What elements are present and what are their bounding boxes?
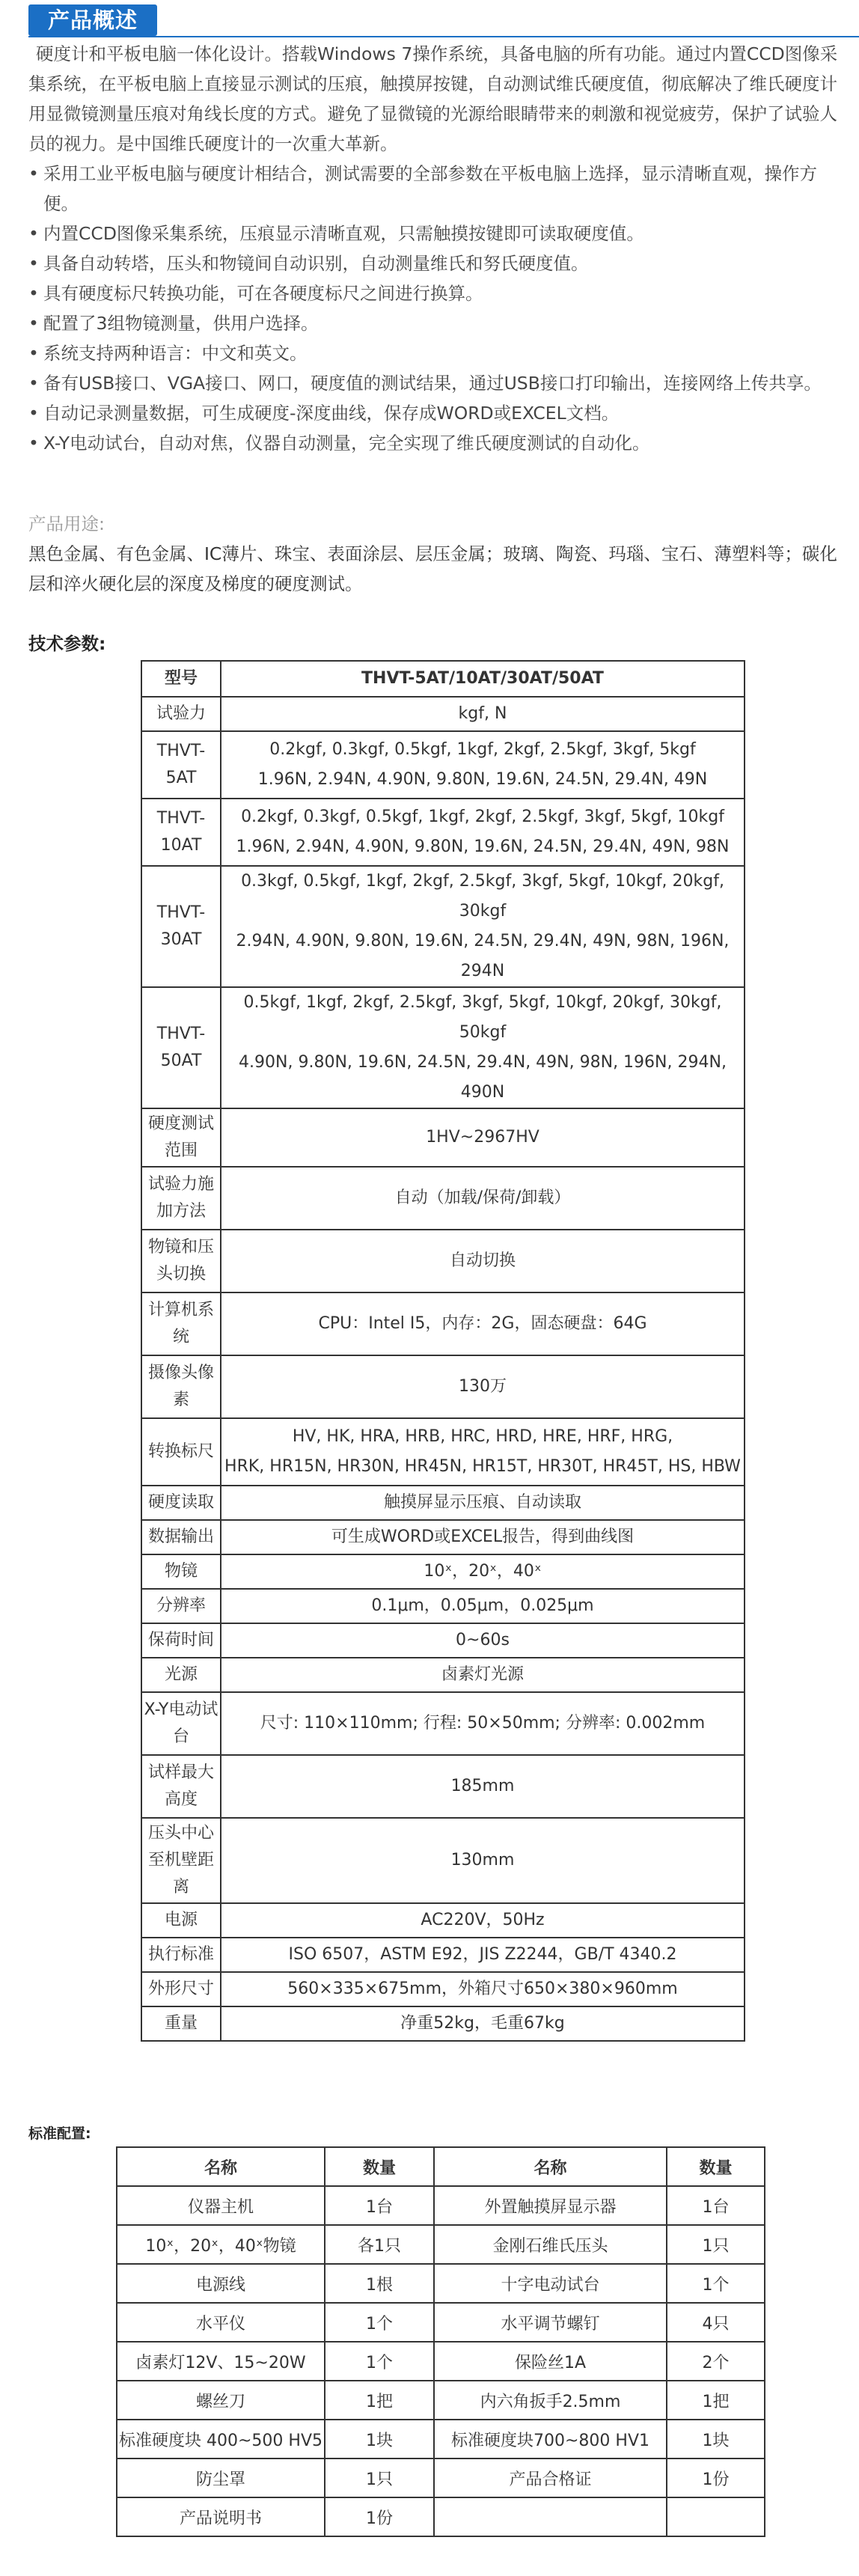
spec-value-cell: 尺寸: 110×110mm; 行程: 50×50mm; 分辨率: 0.002mm bbox=[221, 1692, 745, 1755]
spec-label-cell: 物镜 bbox=[141, 1554, 221, 1589]
spec-value-cell: 0.2kgf, 0.3kgf, 0.5kgf, 1kgf, 2kgf, 2.5kgf, 3kgf, 5kgf, 10kgf 1.96N, 2.94N, 4.90N, 9.80N, 19.6N, 24.5N, 29.4N, 49N, 98N bbox=[221, 799, 745, 866]
spec-row bbox=[141, 1818, 745, 1903]
config-qty-cell: 1个 bbox=[325, 2342, 434, 2381]
spec-row bbox=[141, 1520, 745, 1554]
config-qty-cell: 1把 bbox=[325, 2381, 434, 2420]
spec-label-cell: THVT-5AT bbox=[141, 731, 221, 799]
spec-label-cell: X-Y电动试台 bbox=[141, 1692, 221, 1755]
spec-row bbox=[141, 1418, 745, 1486]
spec-row bbox=[141, 1658, 745, 1692]
spec-label-cell: THVT-10AT bbox=[141, 799, 221, 866]
config-name-cell: 仪器主机 bbox=[117, 2186, 325, 2225]
spec-body bbox=[141, 697, 745, 2041]
spec-value-cell: 1HV~2967HV bbox=[221, 1108, 745, 1167]
spec-header-cell: THVT-5AT/10AT/30AT/50AT bbox=[221, 661, 745, 697]
feature-item: • 采用工业平板电脑与硬度计相结合，测试需要的全部参数在平板电脑上选择，显示清晰直观，操作方便。 bbox=[28, 159, 844, 219]
feature-item: • 备有USB接口、VGA接口、网口，硬度值的测试结果，通过USB接口打印输出，连接网络上传共享。 bbox=[28, 368, 844, 398]
standard-config-table bbox=[116, 2146, 765, 2537]
spec-value-cell: 可生成WORD或EXCEL报告，得到曲线图 bbox=[221, 1520, 745, 1554]
config-qty-cell: 1个 bbox=[667, 2264, 765, 2303]
spec-value-cell: 自动切换 bbox=[221, 1230, 745, 1292]
spec-value-cell: 0.2kgf, 0.3kgf, 0.5kgf, 1kgf, 2kgf, 2.5kgf, 3kgf, 5kgf 1.96N, 2.94N, 4.90N, 9.80N, 19.6N, 24.5N, 29.4N, 49N bbox=[221, 731, 745, 799]
feature-list bbox=[28, 159, 844, 458]
config-qty-cell: 1个 bbox=[325, 2303, 434, 2342]
spec-value-cell: 0.1μm，0.05μm，0.025μm bbox=[221, 1589, 745, 1623]
overview-section bbox=[28, 39, 844, 458]
config-qty-cell: 1台 bbox=[667, 2186, 765, 2225]
spec-label-cell: 保荷时间 bbox=[141, 1623, 221, 1658]
spec-row bbox=[141, 1589, 745, 1623]
config-header-cell: 数量 bbox=[325, 2147, 434, 2186]
spec-label-cell: 分辨率 bbox=[141, 1589, 221, 1623]
config-qty-cell: 1块 bbox=[667, 2420, 765, 2459]
config-row bbox=[117, 2303, 765, 2342]
spec-row bbox=[141, 1554, 745, 1589]
spec-label-cell: 压头中心至机壁距离 bbox=[141, 1818, 221, 1903]
config-name-cell: 产品说明书 bbox=[117, 2497, 325, 2536]
config-row bbox=[117, 2225, 765, 2264]
feature-item: • 具备自动转塔，压头和物镜间自动识别，自动测量维氏和努氏硬度值。 bbox=[28, 248, 844, 278]
config-qty-cell: 2个 bbox=[667, 2342, 765, 2381]
config-name-cell: 标准硬度块 400~500 HV5 bbox=[117, 2420, 325, 2459]
config-name-cell: 电源线 bbox=[117, 2264, 325, 2303]
config-name-cell: 标准硬度块700~800 HV1 bbox=[434, 2420, 667, 2459]
spec-row bbox=[141, 1292, 745, 1355]
config-qty-cell: 1只 bbox=[667, 2225, 765, 2264]
spec-label-cell: 试验力施加方法 bbox=[141, 1167, 221, 1230]
spec-value-cell: ISO 6507，ASTM E92，JIS Z2244，GB/T 4340.2 bbox=[221, 1938, 745, 1972]
config-name-cell: 水平仪 bbox=[117, 2303, 325, 2342]
config-name-cell: 防尘罩 bbox=[117, 2459, 325, 2497]
feature-item: • X-Y电动试台，自动对焦，仪器自动测量，完全实现了维氏硬度测试的自动化。 bbox=[28, 428, 844, 458]
usage-label: 产品用途: bbox=[28, 513, 105, 534]
spec-row bbox=[141, 799, 745, 866]
spec-label-cell: THVT-30AT bbox=[141, 866, 221, 987]
spec-label-cell: 光源 bbox=[141, 1658, 221, 1692]
config-name-cell: 水平调节螺钉 bbox=[434, 2303, 667, 2342]
spec-row bbox=[141, 1355, 745, 1418]
spec-label-cell: 重量 bbox=[141, 2006, 221, 2041]
spec-value-cell: AC220V，50Hz bbox=[221, 1903, 745, 1938]
spec-value-cell: 0~60s bbox=[221, 1623, 745, 1658]
spec-value-cell: 0.3kgf, 0.5kgf, 1kgf, 2kgf, 2.5kgf, 3kgf, 5kgf, 10kgf, 20kgf, 30kgf 2.94N, 4.90N, 9.80N, 19.6N, 24.5N, 29.4N, 49N, 98N, 196N, 294N bbox=[221, 866, 745, 987]
config-row bbox=[117, 2264, 765, 2303]
spec-value-cell: 净重52kg，毛重67kg bbox=[221, 2006, 745, 2041]
config-name-cell: 10ˣ，20ˣ，40ˣ物镜 bbox=[117, 2225, 325, 2264]
spec-row bbox=[141, 1903, 745, 1938]
config-name-cell: 螺丝刀 bbox=[117, 2381, 325, 2420]
spec-row bbox=[141, 1623, 745, 1658]
config-qty-cell: 1把 bbox=[667, 2381, 765, 2420]
header-underline bbox=[28, 36, 859, 37]
config-qty-cell bbox=[667, 2497, 765, 2536]
config-header-cell: 数量 bbox=[667, 2147, 765, 2186]
spec-row bbox=[141, 1230, 745, 1292]
standard-config-heading: 标准配置: bbox=[28, 2125, 91, 2142]
tech-spec-table bbox=[141, 660, 745, 2042]
config-header-cell: 名称 bbox=[117, 2147, 325, 2186]
feature-item: • 具有硬度标尺转换功能，可在各硬度标尺之间进行换算。 bbox=[28, 278, 844, 308]
config-qty-cell: 1份 bbox=[325, 2497, 434, 2536]
spec-value-cell: 自动（加载/保荷/卸载） bbox=[221, 1167, 745, 1230]
config-name-cell: 保险丝1A bbox=[434, 2342, 667, 2381]
config-qty-cell: 1台 bbox=[325, 2186, 434, 2225]
spec-value-cell: 185mm bbox=[221, 1755, 745, 1818]
spec-header-row bbox=[141, 661, 745, 697]
spec-value-cell: 触摸屏显示压痕、自动读取 bbox=[221, 1486, 745, 1520]
spec-header-cell: 型号 bbox=[141, 661, 221, 697]
spec-label-cell: 硬度测试范围 bbox=[141, 1108, 221, 1167]
spec-value-cell: 10ˣ，20ˣ，40ˣ bbox=[221, 1554, 745, 1589]
spec-value-cell: 卤素灯光源 bbox=[221, 1658, 745, 1692]
config-header-cell: 名称 bbox=[434, 2147, 667, 2186]
feature-item: • 自动记录测量数据，可生成硬度-深度曲线，保存成WORD或EXCEL文档。 bbox=[28, 398, 844, 428]
spec-row bbox=[141, 731, 745, 799]
spec-row bbox=[141, 866, 745, 987]
config-row bbox=[117, 2381, 765, 2420]
config-header-row bbox=[117, 2147, 765, 2186]
config-name-cell: 产品合格证 bbox=[434, 2459, 667, 2497]
config-row bbox=[117, 2186, 765, 2225]
config-row bbox=[117, 2342, 765, 2381]
spec-row bbox=[141, 1692, 745, 1755]
spec-row bbox=[141, 1167, 745, 1230]
spec-label-cell: 硬度读取 bbox=[141, 1486, 221, 1520]
spec-row bbox=[141, 1486, 745, 1520]
config-name-cell bbox=[434, 2497, 667, 2536]
spec-label-cell: 转换标尺 bbox=[141, 1418, 221, 1486]
config-name-cell: 内六角扳手2.5mm bbox=[434, 2381, 667, 2420]
config-qty-cell: 1份 bbox=[667, 2459, 765, 2497]
config-row bbox=[117, 2420, 765, 2459]
spec-label-cell: 物镜和压头切换 bbox=[141, 1230, 221, 1292]
config-qty-cell: 1块 bbox=[325, 2420, 434, 2459]
section-title-badge: 产品概述 bbox=[28, 4, 157, 36]
spec-label-cell: 摄像头像素 bbox=[141, 1355, 221, 1418]
spec-row bbox=[141, 697, 745, 731]
config-qty-cell: 1根 bbox=[325, 2264, 434, 2303]
config-qty-cell: 4只 bbox=[667, 2303, 765, 2342]
spec-row bbox=[141, 987, 745, 1108]
section-header bbox=[28, 1, 859, 36]
config-qty-cell: 各1只 bbox=[325, 2225, 434, 2264]
spec-label-cell: 试样最大高度 bbox=[141, 1755, 221, 1818]
spec-label-cell: THVT-50AT bbox=[141, 987, 221, 1108]
spec-label-cell: 试验力 bbox=[141, 697, 221, 731]
spec-value-cell: 130mm bbox=[221, 1818, 745, 1903]
usage-text: 黑色金属、有色金属、IC薄片、珠宝、表面涂层、层压金属；玻璃、陶瓷、玛瑙、宝石、薄塑料等；碳化层和淬火硬化层的深度及梯度的硬度测试。 bbox=[28, 543, 837, 594]
spec-row bbox=[141, 1755, 745, 1818]
config-name-cell: 金刚石维氏压头 bbox=[434, 2225, 667, 2264]
feature-item: • 系统支持两种语言：中文和英文。 bbox=[28, 338, 844, 368]
config-body bbox=[117, 2186, 765, 2536]
spec-row bbox=[141, 1108, 745, 1167]
spec-label-cell: 计算机系统 bbox=[141, 1292, 221, 1355]
spec-value-cell: kgf, N bbox=[221, 697, 745, 731]
feature-item: • 配置了3组物镜测量，供用户选择。 bbox=[28, 308, 844, 338]
spec-label-cell: 外形尺寸 bbox=[141, 1972, 221, 2006]
config-qty-cell: 1只 bbox=[325, 2459, 434, 2497]
spec-label-cell: 电源 bbox=[141, 1903, 221, 1938]
config-name-cell: 卤素灯12V、15~20W bbox=[117, 2342, 325, 2381]
spec-label-cell: 数据输出 bbox=[141, 1520, 221, 1554]
config-row bbox=[117, 2497, 765, 2536]
spec-row bbox=[141, 1972, 745, 2006]
spec-label-cell: 执行标准 bbox=[141, 1938, 221, 1972]
config-name-cell: 外置触摸屏显示器 bbox=[434, 2186, 667, 2225]
spec-value-cell: CPU：Intel I5，内存：2G，固态硬盘：64G bbox=[221, 1292, 745, 1355]
spec-row bbox=[141, 2006, 745, 2041]
spec-value-cell: 560×335×675mm，外箱尺寸650×380×960mm bbox=[221, 1972, 745, 2006]
overview-intro: 硬度计和平板电脑一体化设计。搭载Windows 7操作系统，具备电脑的所有功能。通过内置CCD图像采集系统，在平板电脑上直接显示测试的压痕，触摸屏按键，自动测试维氏硬度值，彻底解决了维氏硬度计用显微镜测量压痕对角线长度的方式。避免了显微镜的光源给眼睛带来的刺激和视觉疲劳，保护了试验人员的视力。是中国维氏硬度计的一次重大革新。 bbox=[28, 43, 838, 154]
spec-value-cell: HV, HK, HRA, HRB, HRC, HRD, HRE, HRF, HRG, HRK, HR15N, HR30N, HR45N, HR15T, HR30T, HR45T, HS, HBW bbox=[221, 1418, 745, 1486]
spec-value-cell: 130万 bbox=[221, 1355, 745, 1418]
config-name-cell: 十字电动试台 bbox=[434, 2264, 667, 2303]
spec-row bbox=[141, 1938, 745, 1972]
tech-spec-heading: 技术参数: bbox=[28, 633, 106, 654]
config-row bbox=[117, 2459, 765, 2497]
spec-value-cell: 0.5kgf, 1kgf, 2kgf, 2.5kgf, 3kgf, 5kgf, 10kgf, 20kgf, 30kgf, 50kgf 4.90N, 9.80N, 19.6N, 24.5N, 29.4N, 49N, 98N, 196N, 294N, 490N bbox=[221, 987, 745, 1108]
feature-item: • 内置CCD图像采集系统，压痕显示清晰直观，只需触摸按键即可读取硬度值。 bbox=[28, 219, 844, 248]
